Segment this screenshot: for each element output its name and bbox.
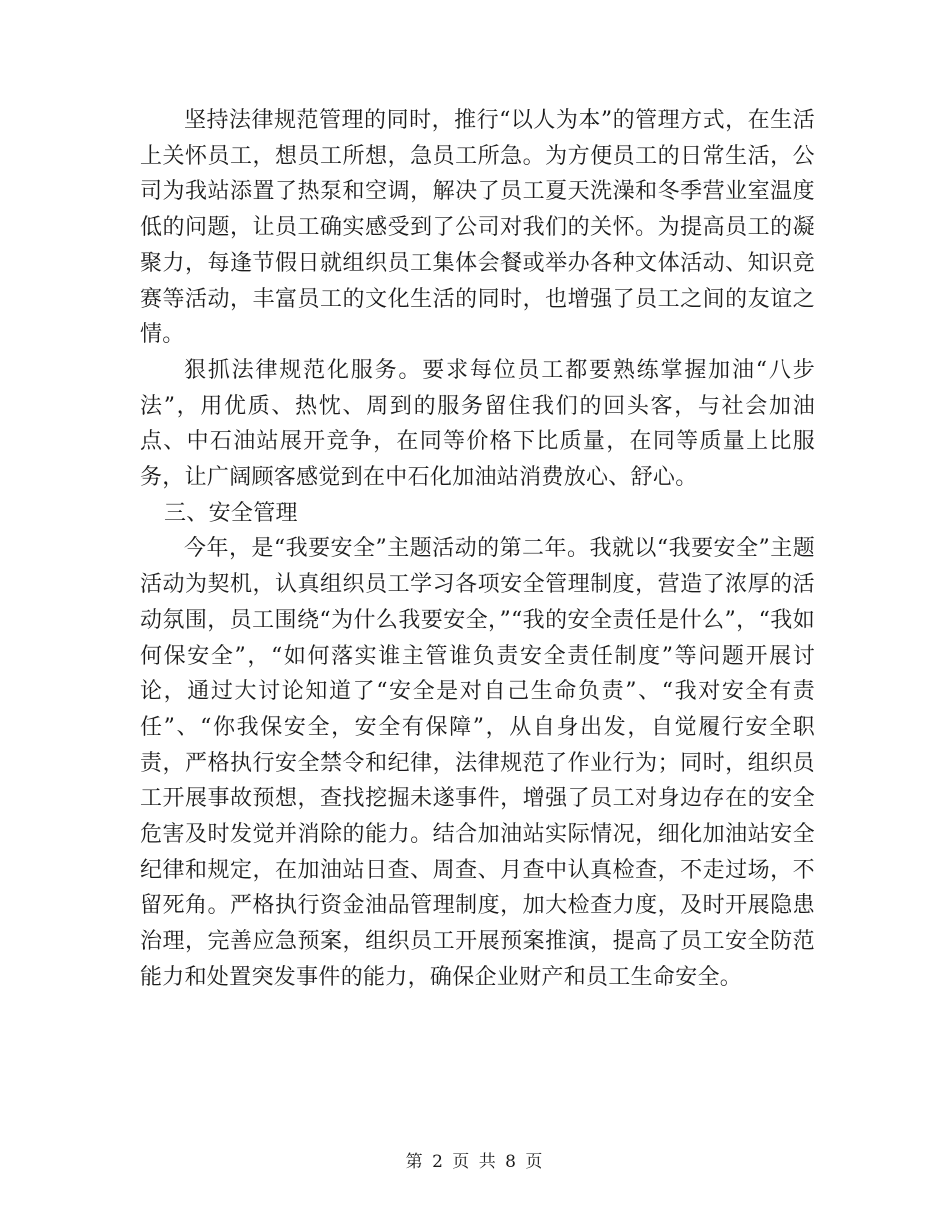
paragraph-safety: 今年，是“我要安全”主题活动的第二年。我就以“我要安全”主题活动为契机，认真组织员工学习各项安全管理制度，营造了浓厚的活动氛围，员工围绕“为什么我要安全，”“我的安全责任是什么”，“我如何保安全”，“如何落实谁主管谁负责安全责任制度”等问题开展讨论，通过大讨论知道了“安全是对自己生命负责”、“我对安全有责任”、“你我保安全，安全有保障”，从自身出发，自觉履行安全职责，严格执行安全禁令和纪律，法律规范了作业行为；同时，组织员工开展事故预想，查找挖掘未遂事件，增强了员工对身边存在的安全危害及时发觉并消除的能力。结合加油站实际情况，细化加油站安全纪律和规定，在加油站日查、周查、月查中认真检查，不走过场，不留死角。严格执行资金油品管理制度，加大检查力度，及时开展隐患治理，完善应急预案，组织员工开展预案推演，提高了员工安全防范能力和处置突发事件的能力，确保企业财产和员工生命安全。 (140, 536, 815, 990)
section-heading-safety: 三、安全管理 (164, 500, 298, 526)
document-body (140, 103, 815, 996)
page-number-footer: 第 2 页 共 8 页 (405, 1152, 545, 1172)
paragraph-service: 狠抓法律规范化服务。要求每位员工都要熟练掌握加油“八步法”，用优质、热忱、周到的服务留住我们的回头客，与社会加油点、中石油站展开竞争，在同等价格下比质量，在同等质量上比服务，让广阔顾客感觉到在中石化加油站消费放心、舒心。 (140, 357, 815, 491)
paragraph-humane-management: 坚持法律规范管理的同时，推行“以人为本”的管理方式，在生活上关怀员工，想员工所想，急员工所急。为方便员工的日常生活，公司为我站添置了热泵和空调，解决了员工夏天洗澡和冬季营业室温度低的问题，让员工确实感受到了公司对我们的关怀。为提高员工的凝聚力，每逢节假日就组织员工集体会餐或举办各种文体活动、知识竞赛等活动，丰富员工的文化生活的同时，也增强了员工之间的友谊之情。 (140, 108, 815, 348)
